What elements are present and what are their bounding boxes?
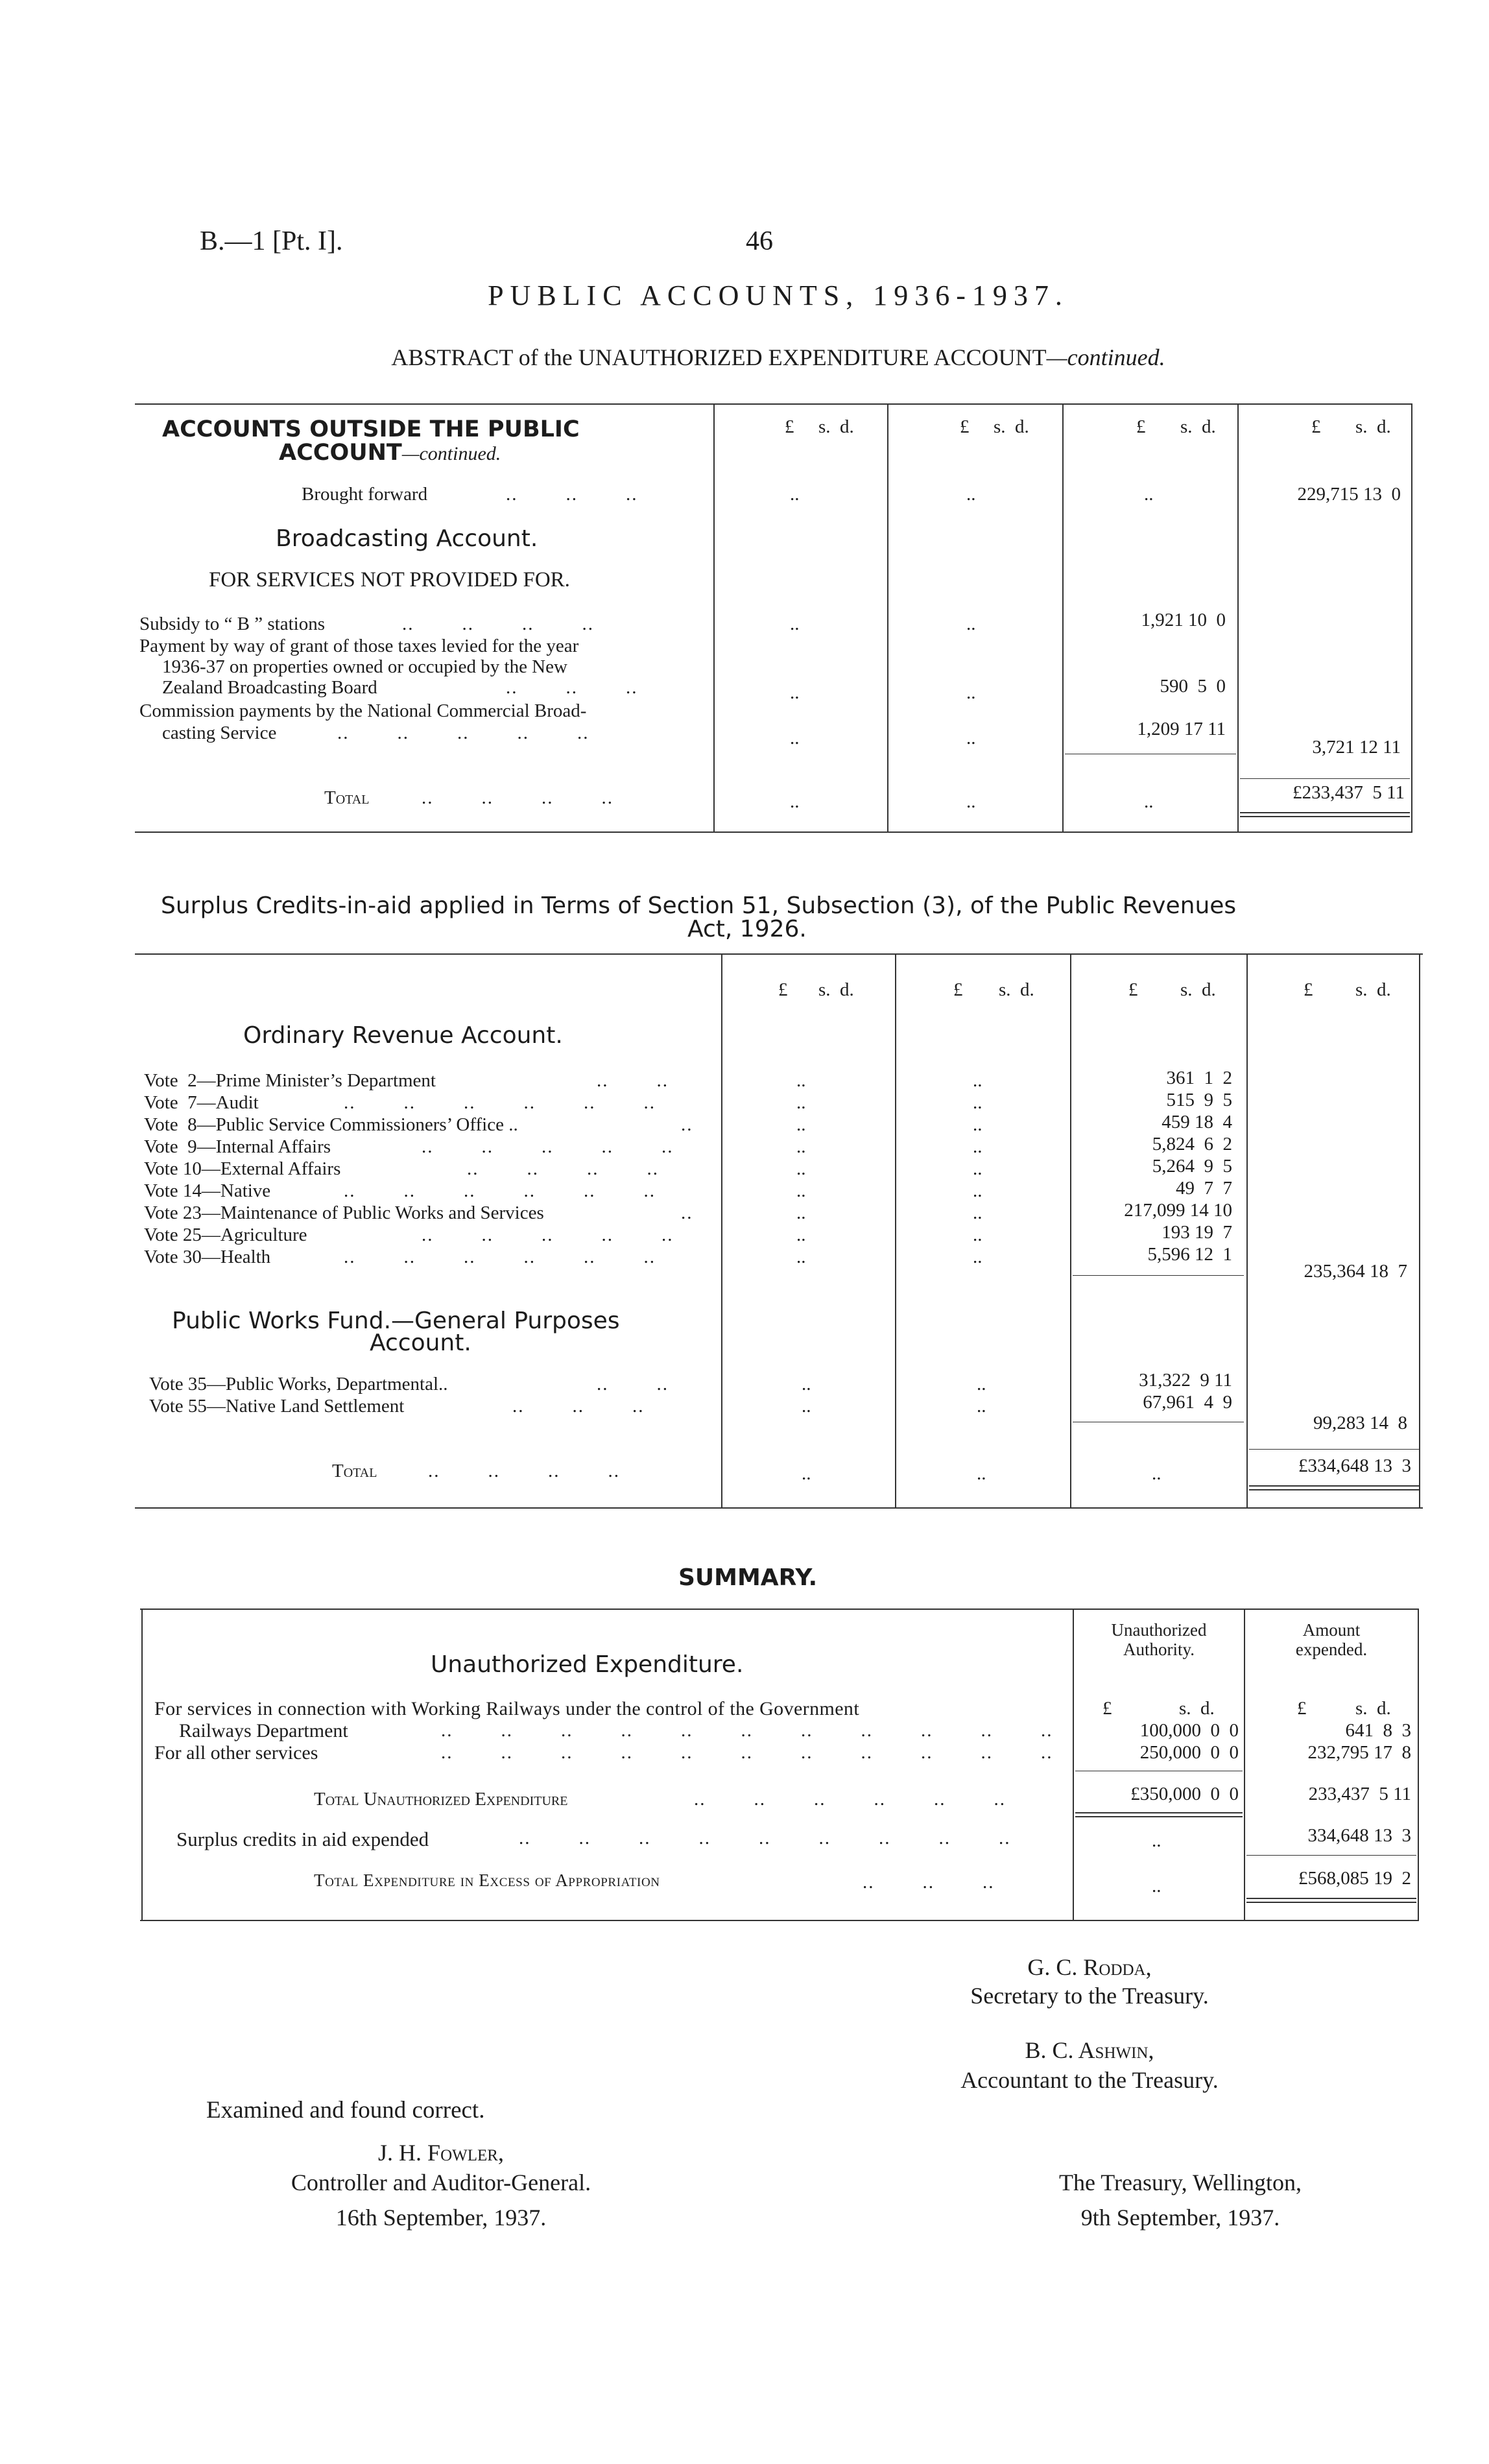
vote-amount: 361 1 2 <box>1166 1068 1232 1088</box>
dots: .. .. .. <box>512 1396 645 1417</box>
vote-amount: 193 19 7 <box>1161 1222 1232 1243</box>
vote-amount: 67,961 4 9 <box>1143 1392 1232 1413</box>
subtotal-rule <box>1073 1275 1244 1276</box>
dots: .. .. <box>597 1374 669 1394</box>
dots: .. <box>973 1158 983 1179</box>
dots: .. <box>790 614 800 634</box>
vote-label: Vote 14—Native <box>144 1180 271 1201</box>
services-not-provided-heading: FOR SERVICES NOT PROVIDED FOR. <box>209 568 570 592</box>
amount-expended-header-line2: expended. <box>1295 1640 1368 1659</box>
broadcasting-subtotal: 3,721 12 11 <box>1312 737 1401 758</box>
public-works-subtotal: 99,283 14 8 <box>1313 1413 1407 1433</box>
table2-bottom-rule <box>135 1507 1423 1509</box>
dots: .. .. .. <box>506 484 638 505</box>
dots: .. .. .. .. .. .. .. .. .. <box>519 1828 1011 1848</box>
row-label-cont: casting Service <box>162 723 277 743</box>
summary-row1-label-cont: Railways Department <box>179 1720 348 1741</box>
summary-rule <box>1246 1855 1416 1856</box>
total-rule <box>1240 778 1410 779</box>
col-header-pound: £ <box>778 979 788 1000</box>
table2-col-sep <box>1246 955 1248 1507</box>
vote-amount: 49 7 7 <box>1176 1178 1232 1199</box>
unauth-authority-header-line1: Unauthorized <box>1111 1620 1207 1640</box>
col-header-pound: £ <box>960 416 970 437</box>
table2-top-rule <box>135 953 1423 955</box>
dots: .. <box>973 1225 983 1245</box>
row-label-cont: 1936-37 on properties owned or occupied by the New <box>162 656 567 677</box>
dots: .. .. .. .. .. .. .. .. .. .. .. <box>441 1742 1053 1763</box>
grand-total: £233,437 5 11 <box>1292 782 1405 803</box>
summary-title: SUMMARY. <box>678 1564 818 1591</box>
public-works-heading-line2: Account. <box>370 1330 471 1356</box>
dots: .. .. .. .. <box>428 1461 620 1481</box>
table1-heading-line2 <box>279 440 501 466</box>
treasury-place: The Treasury, Wellington, <box>1058 2170 1302 2195</box>
broadcasting-heading: Broadcasting Account. <box>276 525 538 552</box>
table1-col-sep <box>1062 405 1064 831</box>
vote-amount: 5,264 9 5 <box>1152 1156 1232 1177</box>
signature-fowler-title: Controller and Auditor-General. <box>291 2170 591 2195</box>
dots: .. <box>973 1070 983 1091</box>
table1-heading-account: ACCOUNT <box>279 440 402 466</box>
total-unauthorized-label: Total Unauthorized Expenditure <box>314 1789 568 1810</box>
total-double-rule <box>1240 812 1410 813</box>
dots: .. <box>790 484 800 505</box>
dots: .. <box>796 1180 806 1201</box>
brought-forward-label: Brought forward <box>302 484 428 505</box>
total-double-rule <box>1249 1489 1419 1490</box>
dots: .. .. .. .. .. .. .. .. .. .. .. <box>441 1720 1053 1741</box>
total-double-rule <box>1249 1485 1419 1487</box>
dots: .. <box>796 1114 806 1135</box>
total-excess-label: Total Expenditure in Excess of Appropriation <box>314 1871 660 1890</box>
summary-col-sep <box>1418 1610 1419 1920</box>
amount-expended-header-line1: Amount <box>1302 1620 1361 1640</box>
dots: .. .. .. .. .. .. <box>694 1789 1006 1810</box>
dots: .. <box>796 1070 806 1091</box>
table1-bottom-rule <box>135 831 1412 833</box>
vote-label: Vote 9—Internal Affairs <box>144 1136 331 1157</box>
col-header-sd: s. d. <box>1180 979 1216 1000</box>
vote-label: Vote 35—Public Works, Departmental.. <box>149 1374 448 1394</box>
dots: .. <box>966 791 976 812</box>
col-header-pound: £ <box>1304 979 1313 1000</box>
dots: .. <box>966 614 976 634</box>
col-header-sd: s. d. <box>818 979 854 1000</box>
public-works-heading-line1: Public Works Fund.—General Purposes <box>172 1308 620 1334</box>
vote-label: Vote 55—Native Land Settlement <box>149 1396 405 1417</box>
table2-col-sep <box>1419 955 1420 1507</box>
dots: .. .. .. .. .. <box>422 1225 674 1245</box>
row-label: Commission payments by the National Commercial Broad- <box>139 700 587 721</box>
col-header-sd: s. d. <box>818 416 854 437</box>
surplus-credits-label: Surplus credits in aid expended <box>176 1828 429 1850</box>
dots: .. <box>802 1463 811 1484</box>
dots: .. .. .. .. <box>402 614 594 634</box>
vote-label: Vote 2—Prime Minister’s Department <box>144 1070 436 1091</box>
signature-ashwin-name: B. C. Ashwin, <box>1025 2037 1154 2063</box>
dots: .. <box>966 682 976 703</box>
vote-amount: 515 9 5 <box>1166 1090 1232 1110</box>
signature-rodda-name: G. C. Rodda, <box>1027 1954 1152 1980</box>
summary-row2-authority: 250,000 0 0 <box>1139 1742 1239 1763</box>
row-label-cont: Zealand Broadcasting Board <box>162 677 377 698</box>
table2-col-sep <box>895 955 896 1507</box>
dots: .. <box>966 484 976 505</box>
row-amount: 1,209 17 11 <box>1137 719 1226 739</box>
page-number: 46 <box>746 226 773 256</box>
table1-heading-cont: —continued. <box>401 443 501 464</box>
ordinary-revenue-heading: Ordinary Revenue Account. <box>243 1022 563 1049</box>
vote-amount: 5,824 6 2 <box>1152 1134 1232 1154</box>
total-label: Total <box>324 787 370 808</box>
vote-label: Vote 7—Audit <box>144 1092 259 1113</box>
col-header-pound: £ <box>1136 416 1146 437</box>
unauth-authority-header-line2: Authority. <box>1123 1640 1195 1659</box>
treasury-date: 9th September, 1937. <box>1080 2205 1280 2231</box>
vote-amount: 5,596 12 1 <box>1147 1244 1232 1265</box>
col-header-pound: £ <box>785 416 794 437</box>
dots: .. .. <box>597 1070 669 1091</box>
row-label: Payment by way of grant of those taxes levied for the year <box>139 636 579 656</box>
summary-double-rule <box>1246 1898 1416 1899</box>
vote-label: Vote 25—Agriculture <box>144 1225 307 1245</box>
dots: .. <box>802 1374 811 1394</box>
surplus-credits-expended: 334,648 13 3 <box>1307 1825 1411 1846</box>
col-header-pound: £ <box>1297 1698 1307 1719</box>
table2-col-sep <box>721 955 722 1507</box>
page-title: PUBLIC ACCOUNTS, 1936-1937. <box>488 280 1069 311</box>
dots: .. .. .. .. .. .. <box>344 1092 656 1113</box>
summary-top-rule <box>140 1609 1419 1610</box>
dots: .. <box>973 1202 983 1223</box>
grand-total: £334,648 13 3 <box>1298 1455 1411 1476</box>
summary-bottom-rule <box>140 1920 1419 1921</box>
col-header-sd: s. d. <box>999 979 1034 1000</box>
total-rule <box>1249 1449 1419 1450</box>
dots: .. <box>977 1374 986 1394</box>
col-header-sd: s. d. <box>1355 979 1391 1000</box>
total-double-rule <box>1240 816 1410 817</box>
summary-row1-authority: 100,000 0 0 <box>1139 1720 1239 1741</box>
dots: .. <box>977 1396 986 1417</box>
summary-row2-expended: 232,795 17 8 <box>1307 1742 1411 1763</box>
col-header-pound: £ <box>1311 416 1321 437</box>
summary-col-sep <box>141 1610 143 1920</box>
dots: .. <box>790 791 800 812</box>
table1-col-sep <box>887 405 888 831</box>
dots: .. <box>1144 791 1154 812</box>
subtitle-main: ABSTRACT of the UNAUTHORIZED EXPENDITURE ACCOUNT <box>391 344 1047 370</box>
page-ref: B.—1 [Pt. I]. <box>200 226 343 256</box>
col-header-pound: £ <box>1128 979 1138 1000</box>
vote-amount: 217,099 14 10 <box>1124 1200 1232 1221</box>
dots: .. <box>790 682 800 703</box>
total-unauthorized-authority: £350,000 0 0 <box>1130 1784 1239 1804</box>
summary-row2-label: For all other services <box>154 1742 318 1764</box>
vote-label: Vote 10—External Affairs <box>144 1158 341 1179</box>
vote-label: Vote 30—Health <box>144 1247 271 1267</box>
dots: .. <box>796 1225 806 1245</box>
dots: .. <box>973 1114 983 1135</box>
dots: .. <box>790 728 800 748</box>
dots: .. <box>681 1114 693 1135</box>
vote-label: Vote 8—Public Service Commissioners’ Office .. <box>144 1114 518 1135</box>
dots: .. <box>973 1136 983 1157</box>
dots: .. <box>796 1158 806 1179</box>
signature-fowler-date: 16th September, 1937. <box>335 2205 547 2231</box>
page-subtitle <box>311 344 1245 371</box>
subtitle-cont: —continued. <box>1046 344 1165 370</box>
dots: .. .. .. .. <box>467 1158 659 1179</box>
table1-heading-line1: ACCOUNTS OUTSIDE THE PUBLIC <box>162 416 580 442</box>
table1-col-sep <box>1237 405 1239 831</box>
dots: .. <box>681 1202 693 1223</box>
dots: .. <box>966 728 976 748</box>
summary-double-rule <box>1075 1816 1243 1817</box>
signature-fowler-name: J. H. Fowler, <box>378 2140 504 2166</box>
dots: .. .. .. .. <box>422 787 613 808</box>
table1-col-sep <box>713 405 715 831</box>
col-header-pound: £ <box>953 979 963 1000</box>
table1-top-rule <box>135 403 1412 405</box>
dots: .. <box>1152 1463 1161 1484</box>
dots: .. <box>973 1247 983 1267</box>
table2-title-line2: Act, 1926. <box>687 916 807 942</box>
table2-col-sep <box>1070 955 1071 1507</box>
total-excess-expended: £568,085 19 2 <box>1298 1868 1411 1889</box>
dots: .. <box>796 1247 806 1267</box>
row-amount: 590 5 0 <box>1160 676 1226 697</box>
dots: .. <box>796 1202 806 1223</box>
table1-col-sep <box>1411 405 1412 831</box>
dots: .. .. .. .. .. <box>337 723 590 743</box>
dots: .. <box>1152 1830 1161 1851</box>
dots: .. <box>796 1136 806 1157</box>
summary-row1-expended: 641 8 3 <box>1345 1720 1411 1741</box>
total-label: Total <box>332 1461 377 1481</box>
dots: .. .. .. <box>863 1872 995 1893</box>
row-amount: 1,921 10 0 <box>1141 610 1226 630</box>
dots: .. <box>802 1396 811 1417</box>
signature-ashwin-title: Accountant to the Treasury. <box>960 2067 1219 2093</box>
dots: .. <box>977 1463 986 1484</box>
dots: .. .. .. .. .. .. <box>344 1180 656 1201</box>
vote-amount: 459 18 4 <box>1161 1112 1232 1132</box>
vote-amount: 31,322 9 11 <box>1139 1370 1232 1391</box>
row-label: Subsidy to “ B ” stations <box>139 614 325 634</box>
dots: .. .. .. <box>506 677 638 698</box>
summary-row1-label: For services in connection with Working Railways under the control of the Government <box>154 1698 860 1719</box>
ordinary-revenue-subtotal: 235,364 18 7 <box>1304 1261 1407 1282</box>
brought-forward-amount: 229,715 13 0 <box>1297 484 1401 505</box>
summary-double-rule <box>1075 1812 1243 1813</box>
dots: .. <box>1152 1876 1161 1896</box>
dots: .. <box>1144 484 1154 505</box>
dots: .. <box>796 1092 806 1113</box>
col-header-sd: s. d. <box>1179 1698 1215 1719</box>
col-header-pound: £ <box>1102 1698 1112 1719</box>
col-header-sd: s. d. <box>1180 416 1216 437</box>
dots: .. .. .. .. .. .. <box>344 1247 656 1267</box>
signature-rodda-title: Secretary to the Treasury. <box>970 1983 1209 2009</box>
col-header-sd: s. d. <box>1355 416 1391 437</box>
dots: .. .. .. .. .. <box>422 1136 674 1157</box>
col-header-sd: s. d. <box>1355 1698 1391 1719</box>
col-header-sd: s. d. <box>994 416 1029 437</box>
table2-title-line1: Surplus Credits-in-aid applied in Terms of Section 51, Subsection (3), of the Public Revenues <box>161 892 1237 919</box>
total-unauthorized-expended: 233,437 5 11 <box>1308 1784 1411 1804</box>
vote-label: Vote 23—Maintenance of Public Works and Services <box>144 1202 544 1223</box>
dots: .. <box>973 1180 983 1201</box>
examined-statement: Examined and found correct. <box>206 2097 485 2123</box>
dots: .. <box>973 1092 983 1113</box>
unauthorized-expenditure-heading: Unauthorized Expenditure. <box>431 1651 744 1678</box>
summary-double-rule <box>1246 1902 1416 1903</box>
